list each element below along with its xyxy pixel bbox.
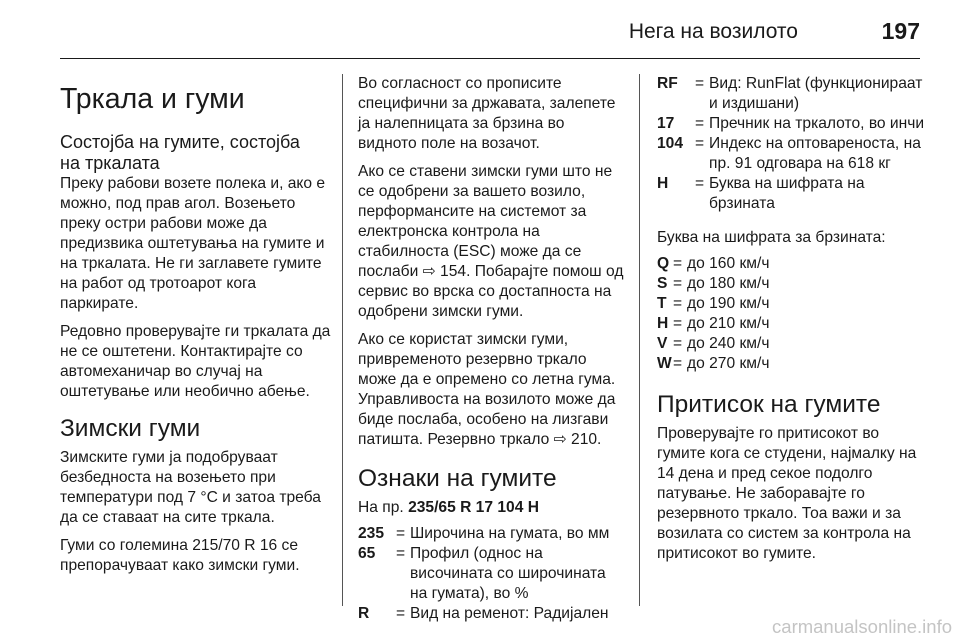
speed-key: V: [657, 335, 668, 352]
speed-value: до 190 км/ч: [687, 295, 770, 312]
paragraph: Зимските гуми ја подобруваат безбедноста на возењето при температури под 7 °C и затоа треба да се ставаат на сите тркала.: [60, 449, 321, 526]
speed-key: Q: [657, 255, 670, 272]
definition-eq: =: [396, 525, 406, 542]
speed-value: до 240 км/ч: [687, 335, 770, 352]
definition-value: Буква на шифрата на брзината: [709, 175, 865, 212]
column-divider-2: [639, 74, 640, 606]
definition-eq: =: [695, 135, 705, 152]
example-prefix: На пр.: [358, 499, 409, 516]
chapter-title: Тркала и гуми: [60, 83, 245, 115]
tyre-code-example: [358, 498, 624, 518]
definition-row: [657, 134, 925, 174]
header-title: Нега на возилото: [628, 20, 798, 43]
speed-intro: Буква на шифрата за брзината:: [657, 229, 886, 246]
column-3: [657, 74, 925, 572]
paragraph: Проверувајте го притисокот во гумите кога се студени, најмалку на 14 дена и пред секое подолго патување. Не заборавајте го резервното тркало. Тоа важи и за возилата со систем за контрола на притисокот во гумите.: [657, 425, 917, 562]
definition-value: Индекс на оптовареноста, на пр. 91 одговара на 618 кг: [709, 135, 921, 172]
speed-key: H: [657, 315, 669, 332]
section-heading-condition-line1: Состојба на гумите, состојба: [60, 132, 300, 152]
speed-list: [657, 254, 925, 374]
speed-eq: =: [673, 355, 683, 372]
example-code: 235/65 R 17 104 H: [408, 499, 539, 516]
definition-row: [657, 114, 925, 134]
definition-value: Пречник на тркалото, во инчи: [709, 115, 925, 132]
speed-value: до 270 км/ч: [687, 355, 770, 372]
speed-row: [657, 254, 925, 274]
speed-eq: =: [673, 255, 683, 272]
section-heading-condition-line2: на тркалата: [60, 153, 160, 173]
definition-key: 104: [657, 135, 684, 152]
definition-key: 17: [657, 115, 675, 132]
column-1: [60, 74, 338, 584]
definition-key: 65: [358, 545, 376, 562]
column-divider-1: [342, 74, 343, 606]
definition-eq: =: [695, 75, 705, 92]
speed-row: [657, 314, 925, 334]
section-heading-winter: Зимски гуми: [60, 415, 201, 442]
speed-eq: =: [673, 275, 683, 292]
speed-value: до 160 км/ч: [687, 255, 770, 272]
paragraph: Ако се ставени зимски гуми што не се одобрени за вашето возило, перформансите на системот за електронска контрола на стабилноста (ESC) може да се послаби ⇨ 154. Побарајте помош од сервис во врска со достапноста на одобрени зимски гуми.: [358, 163, 624, 320]
section-heading-markings: Ознаки на гумите: [358, 465, 557, 492]
speed-value: до 180 км/ч: [687, 275, 770, 292]
definition-value: Вид: RunFlat (функционираат и издишани): [709, 75, 923, 112]
definition-key: 235: [358, 525, 385, 542]
definition-row: [657, 174, 925, 214]
speed-row: [657, 294, 925, 314]
definition-key: R: [358, 605, 370, 622]
header-rule: [60, 58, 920, 59]
paragraph: Редовно проверувајте ги тркалата да не се оштетени. Контактирајте со автомеханичар во случај на оштетување или необично абење.: [60, 323, 331, 400]
definition-eq: =: [695, 115, 705, 132]
definition-key: H: [657, 175, 669, 192]
paragraph: Во согласност со прописите специфични за државата, залепете ја налепницата за брзина во видното поле на возачот.: [358, 75, 616, 152]
definition-row: [657, 74, 925, 114]
speed-value: до 210 км/ч: [687, 315, 770, 332]
watermark: carmanualsonline.info: [772, 616, 952, 637]
paragraph: Гуми со големина 215/70 R 16 се препорачуваат како зимски гуми.: [60, 537, 300, 574]
speed-row: [657, 354, 925, 374]
section-heading-pressure: Притисок на гумите: [657, 391, 881, 418]
definition-value: Вид на ременот: Радијален: [410, 605, 609, 622]
definition-row: [358, 544, 624, 604]
column-2: [358, 74, 624, 630]
speed-eq: =: [673, 335, 683, 352]
definition-list: [358, 524, 624, 624]
paragraph: Преку рабови возете полека и, ако е можно, под прав агол. Возењето преку остри рабови може да предизвика оштетувања на гумите и на тркалата. Не ги заглавете гумите на работ од тротоарот кога паркирате.: [60, 175, 326, 312]
speed-key: T: [657, 295, 667, 312]
speed-row: [657, 274, 925, 294]
definition-eq: =: [396, 545, 406, 562]
speed-eq: =: [673, 295, 683, 312]
definition-value: Профил (однос на височината со широчината на гумата), во %: [410, 545, 606, 602]
definition-row: [358, 524, 624, 544]
paragraph: Ако се користат зимски гуми, привременото резервно тркало може да е опремено со летна гума. Управливоста на возилото може да биде послаба, особено на лизгави патишта. Резервно тркало ⇨ 210.: [358, 331, 616, 448]
definition-eq: =: [695, 175, 705, 192]
definition-key: RF: [657, 75, 678, 92]
speed-row: [657, 334, 925, 354]
definition-row: [358, 604, 624, 624]
speed-eq: =: [673, 315, 683, 332]
speed-key: W: [657, 355, 672, 372]
page-number: 197: [881, 18, 920, 44]
definition-eq: =: [396, 605, 406, 622]
definition-list: [657, 74, 925, 214]
section-heading-condition: [60, 132, 338, 174]
definition-value: Широчина на гумата, во мм: [410, 525, 610, 542]
speed-key: S: [657, 275, 668, 292]
